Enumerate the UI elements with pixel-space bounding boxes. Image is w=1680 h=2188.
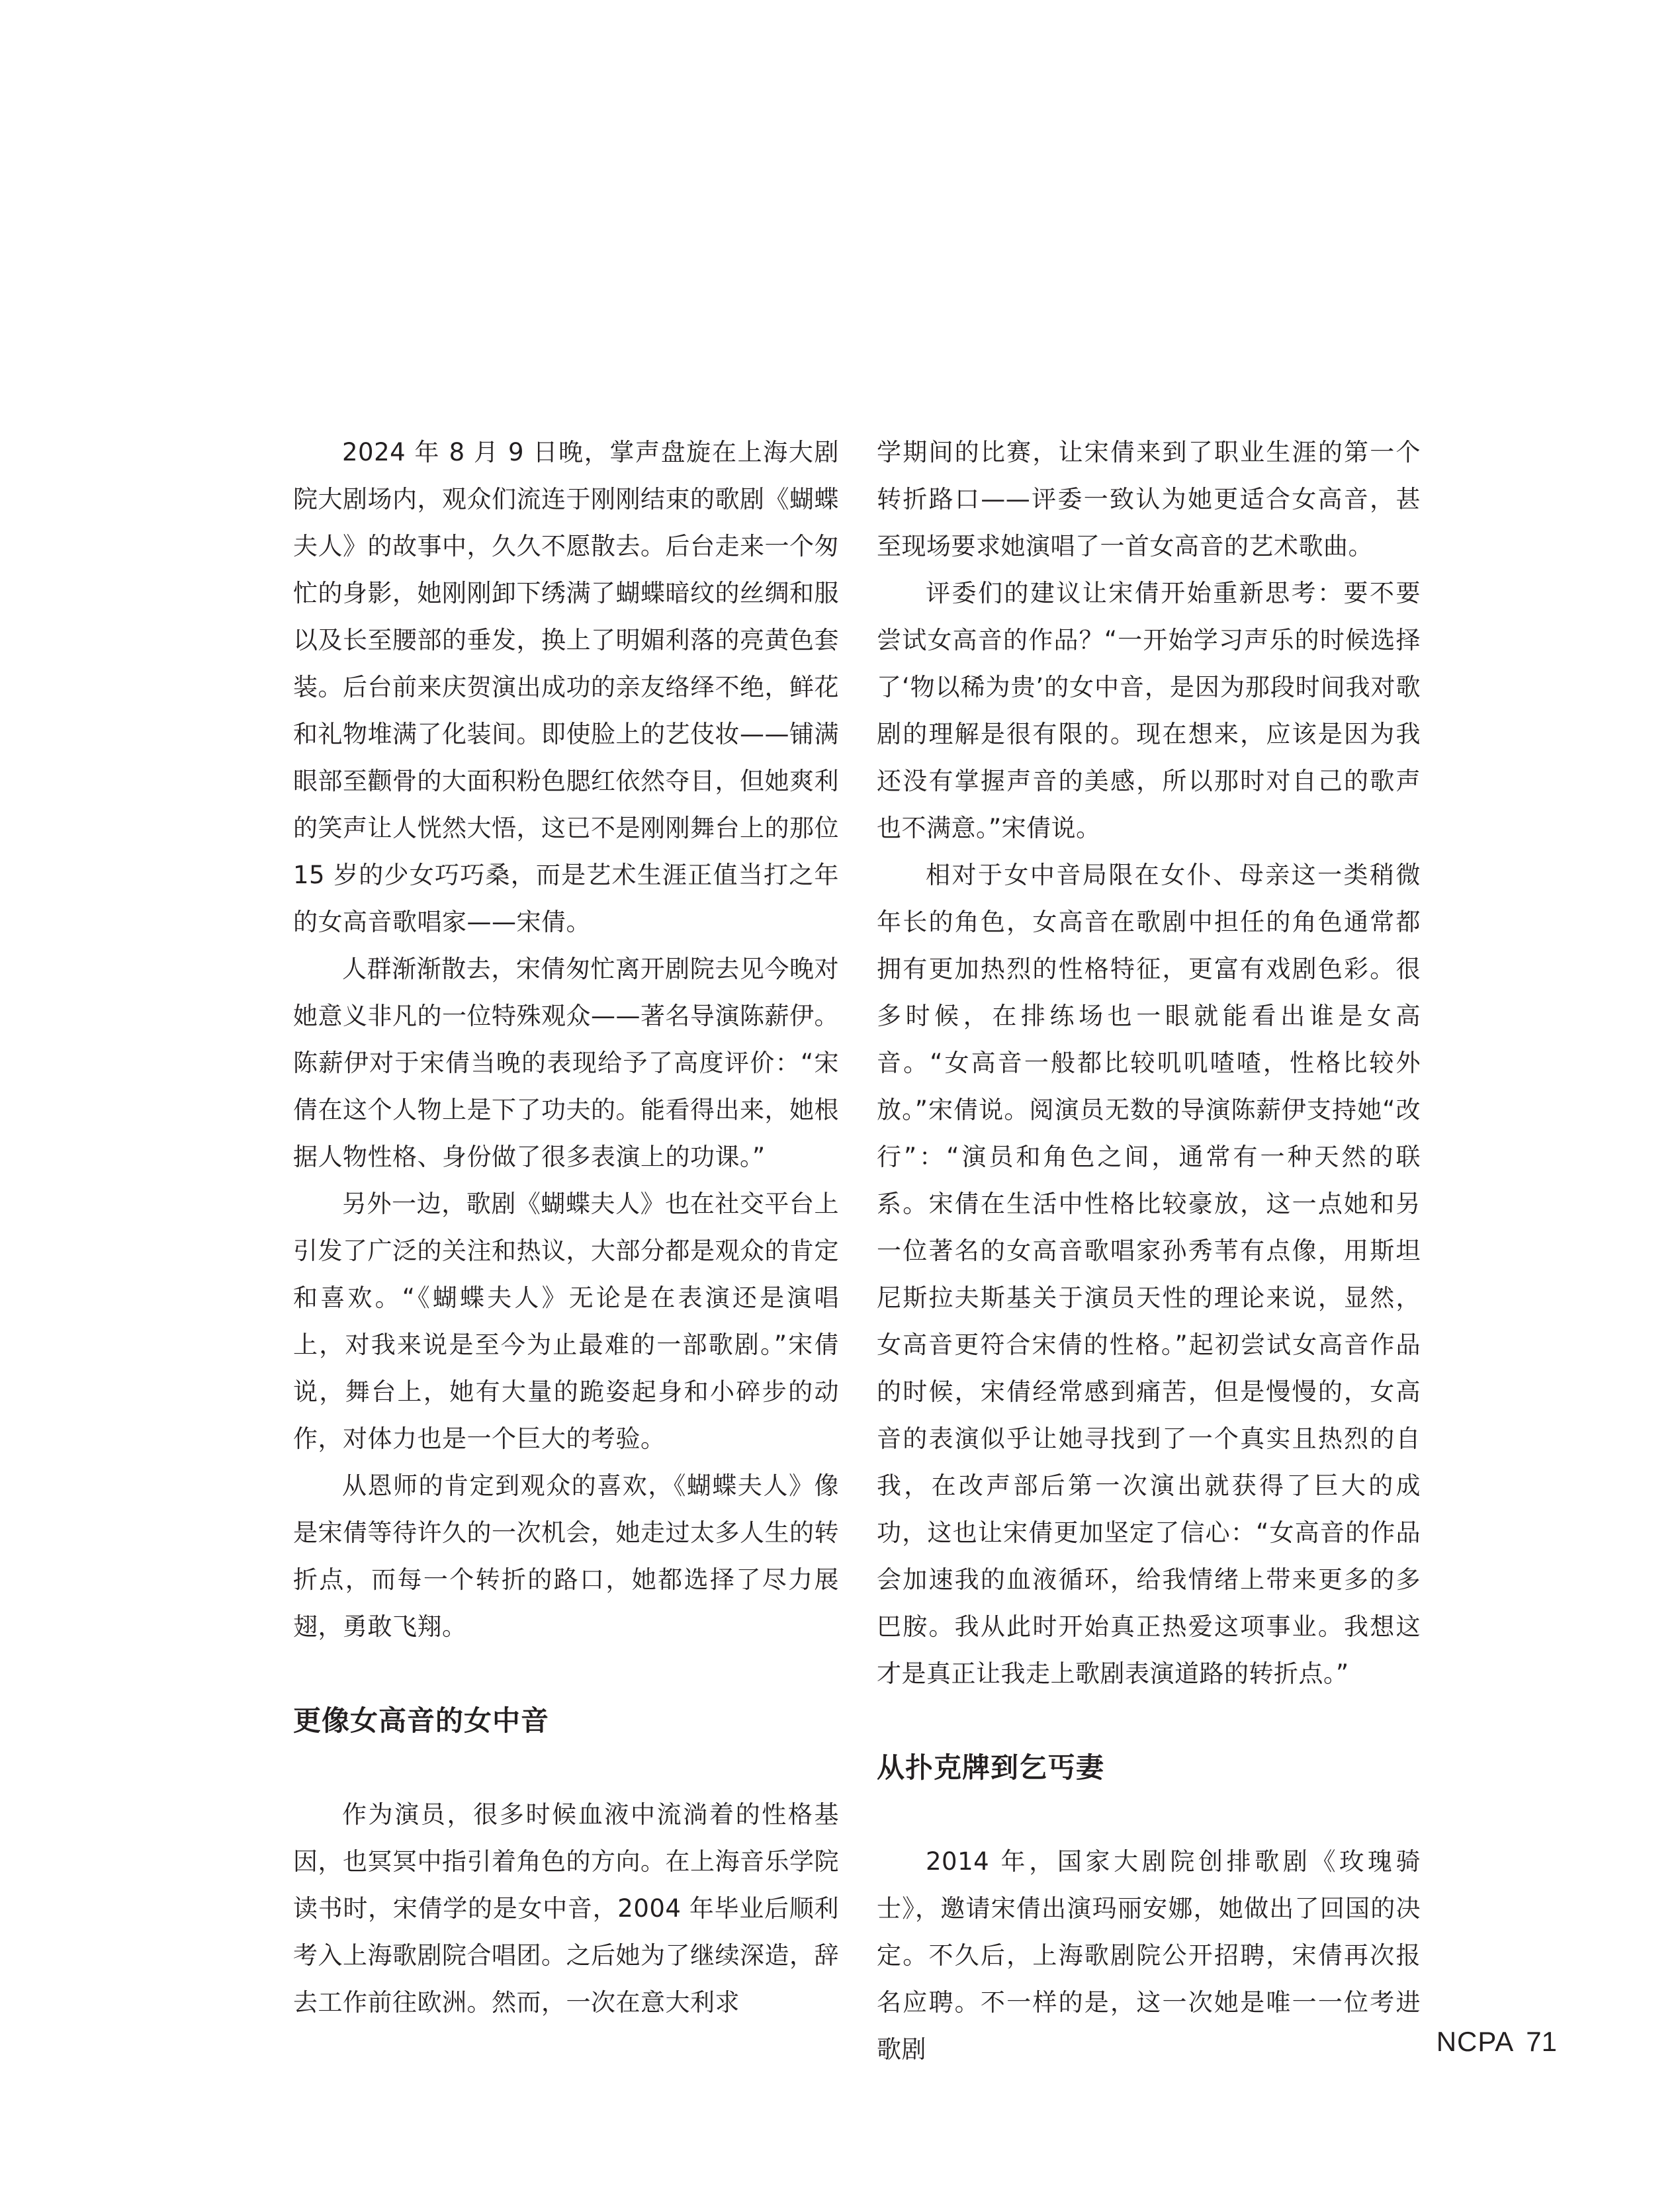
body-paragraph: 另外一边，歌剧《蝴蝶夫人》也在社交平台上引发了广泛的关注和热议，大部分都是观众的肯定和喜欢。“《蝴蝶夫人》无论是在表演还是演唱上，对我来说是至今为止最难的一部歌剧。”宋倩说，舞台上，她有大量的跪姿起身和小碎步的动作，对体力也是一个巨大的考验。 (293, 1190, 839, 1453)
spacer (293, 1650, 839, 1697)
body-paragraph: 从恩师的肯定到观众的喜欢，《蝴蝶夫人》像是宋倩等待许久的一次机会，她走过太多人生的转折点，而每一个转折的路口，她都选择了尽力展翅，勇敢飞翔。 (293, 1471, 839, 1641)
magazine-name: NCPA (1436, 2026, 1515, 2057)
spacer (877, 1791, 1421, 1838)
section-heading: 从扑克牌到乞丐妻 (877, 1751, 1105, 1784)
body-paragraph-continued: 学期间的比赛，让宋倩来到了职业生涯的第一个转折路口——评委一致认为她更适合女高音，甚至现场要求她演唱了一首女高音的艺术歌曲。 (877, 438, 1421, 560)
body-paragraph: 人群渐渐散去，宋倩匆忙离开剧院去见今晚对她意义非凡的一位特殊观众——著名导演陈薪伊。陈薪伊对于宋倩当晚的表现给予了高度评价：“宋倩在这个人物上是下了功夫的。能看得出来，她根据人物性格、身份做了很多表演上的功课。” (293, 955, 839, 1171)
body-paragraph: 2024 年 8 月 9 日晚，掌声盘旋在上海大剧院大剧场内，观众们流连于刚刚结束的歌剧《蝴蝶夫人》的故事中，久久不愿散去。后台走来一个匆忙的身影，她刚刚卸下绣满了蝴蝶暗纹的丝绸和服以及长至腰部的垂发，换上了明媚利落的亮黄色套装。后台前来庆贺演出成功的亲友络绎不绝，鲜花和礼物堆满了化装间。即使脸上的艺伎妆——铺满眼部至颧骨的大面积粉色腮红依然夺目，但她爽利的笑声让人恍然大悟，这已不是刚刚舞台上的那位 15 岁的少女巧巧桑，而是艺术生涯正值当打之年的女高音歌唱家——宋倩。 (293, 438, 839, 936)
body-paragraph: 评委们的建议让宋倩开始重新思考：要不要尝试女高音的作品？“一开始学习声乐的时候选择了‘物以稀为贵’的女中音，是因为那段时间我对歌剧的理解是很有限的。现在想来，应该是因为我还没有掌握声音的美感，所以那时对自己的歌声也不满意。”宋倩说。 (877, 579, 1421, 842)
spacer (293, 1744, 839, 1791)
spacer (877, 1697, 1421, 1744)
body-paragraph: 相对于女中音局限在女仆、母亲这一类稍微年长的角色，女高音在歌剧中担任的角色通常都拥有更加热烈的性格特征，更富有戏剧色彩。很多时候，在排练场也一眼就能看出谁是女高音。“女高音一般都比较叽叽喳喳，性格比较外放。”宋倩说。阅演员无数的导演陈薪伊支持她“改行”：“演员和角色之间，通常有一种天然的联系。宋倩在生活中性格比较豪放，这一点她和另一位著名的女高音歌唱家孙秀苇有点像，用斯坦尼斯拉夫斯基关于演员天性的理论来说，显然，女高音更符合宋倩的性格。”起初尝试女高音作品的时候，宋倩经常感到痛苦，但是慢慢的，女高音的表演似乎让她寻找到了一个真实且热烈的自我，在改声部后第一次演出就获得了巨大的成功，这也让宋倩更加坚定了信心：“女高音的作品会加速我的血液循环，给我情绪上带来更多的多巴胺。我从此时开始真正热爱这项事业。我想这才是真正让我走上歌剧表演道路的转折点。” (877, 861, 1421, 1688)
body-paragraph: 作为演员，很多时候血液中流淌着的性格基因，也冥冥中指引着角色的方向。在上海音乐学院读书时，宋倩学的是女中音，2004 年毕业后顺利考入上海歌剧院合唱团。之后她为了继续深造，辞去工作前往欧洲。然而，一次在意大利求 (293, 1800, 839, 2017)
page-number: 71 (1526, 2026, 1557, 2057)
page-footer (1437, 2026, 1557, 2058)
left-column (293, 429, 839, 2026)
section-heading: 更像女高音的女中音 (293, 1704, 550, 1737)
body-paragraph: 2014 年，国家大剧院创排歌剧《玫瑰骑士》，邀请宋倩出演玛丽安娜，她做出了回国的决定。不久后，上海歌剧院公开招聘，宋倩再次报名应聘。不一样的是，这一次她是唯一一位考进歌剧 (877, 1847, 1421, 2064)
right-column (877, 429, 1421, 2073)
